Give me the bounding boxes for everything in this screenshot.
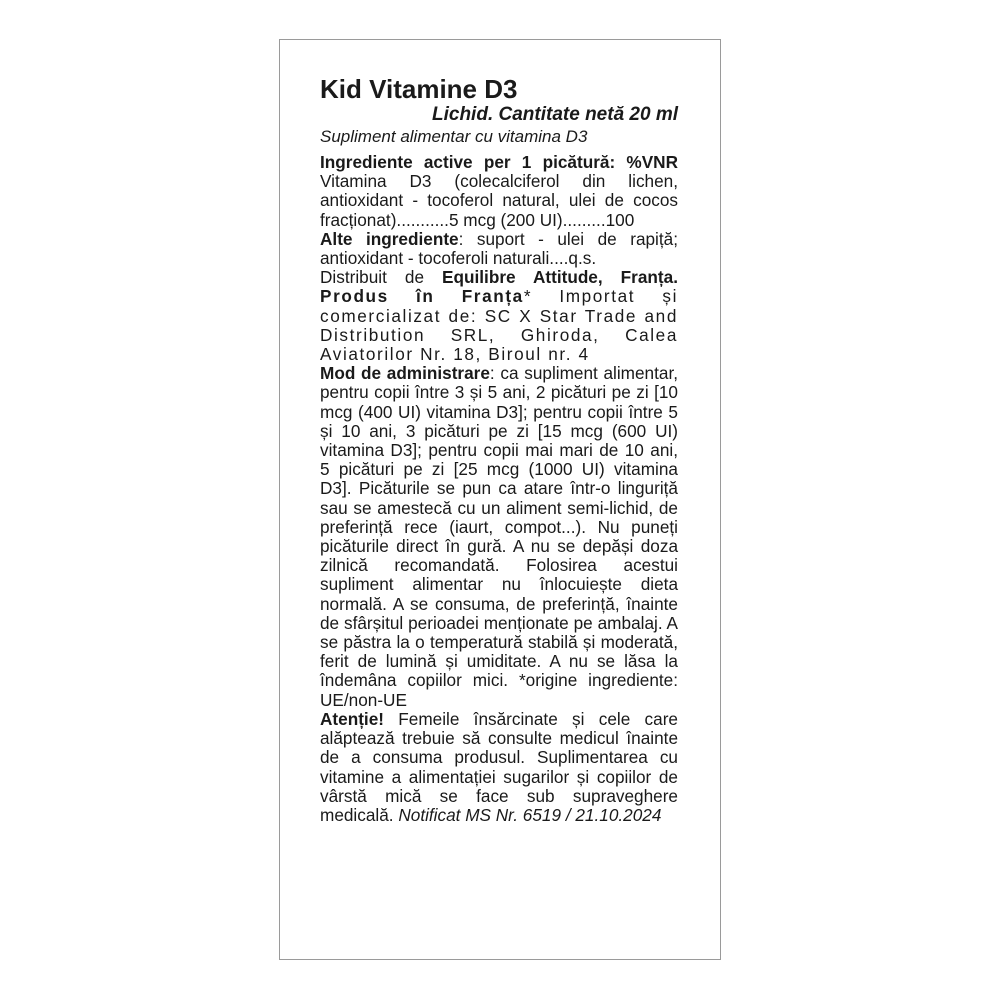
administration-block: [320, 364, 678, 710]
administration-heading: Mod de administrare: [320, 363, 490, 384]
warning-heading: Atenție!: [320, 708, 384, 729]
product-tagline: Supliment alimentar cu vitamina D3: [320, 127, 588, 146]
other-ingredients-text: : suport - ulei de rapiță; antioxidant - tocoferoli naturali....q.s.: [320, 228, 678, 269]
form-quantity: Lichid. Cantitate netă 20 ml: [432, 104, 678, 125]
importer-text: * Importat și comercializat de: SC X Star Trade and Distribution SRL, Ghiroda, Calea Aviatorilor Nr. 18, Biroul nr. 4: [320, 286, 678, 365]
distributor-name: Equilibre Attitude, Franța.: [442, 267, 678, 288]
active-ingredients-heading: Ingrediente active per 1 picătură: %VNR: [320, 152, 678, 172]
distributor-prefix: Distribuit de: [320, 267, 443, 288]
product-name: Kid Vitamine D3: [320, 74, 518, 104]
other-ingredients-block: [320, 230, 678, 268]
product-label: [279, 39, 721, 960]
active-ingredients-block: [320, 153, 678, 230]
made-in: Produs în Franța: [320, 286, 524, 307]
other-ingredients-heading: Alte ingrediente: [320, 228, 459, 249]
warning-block: [320, 710, 678, 825]
warning-text: Femeile însărcinate și cele care alăptează trebuie să consulte medicul înainte de a consuma produsul. Suplimentarea cu vitamine a alimentației sugarilor și copiilor de vârstă mică se face sub supraveghere medicală.: [320, 708, 678, 825]
label-content: [320, 74, 678, 825]
notification-number: Notificat MS Nr. 6519 / 21.10.2024: [398, 804, 662, 825]
label-body: [320, 153, 678, 825]
active-ingredients-text: Vitamina D3 (colecalciferol din lichen, antioxidant - tocoferol natural, ulei de cocos fracționat)...........5 mcg (200 UI).........100: [320, 171, 678, 230]
administration-text: : ca supliment alimentar, pentru copii între 3 și 5 ani, 2 picături pe zi [10 mcg (400 UI) vitamina D3]; pentru copii între 5 și 10 ani, 3 picături pe zi [15 mcg (600 UI) vitamina D3]; pentru copii mai mari de 10 ani, 5 picături pe zi [25 mcg (1000 UI) vitamina D3]. Picăturile se pun ca atare într-o linguriță sau se amestecă cu un aliment semi-lichid, de preferință rece (iaurt, compot...). Nu puneți picăturile direct în gură. A nu se depăși doza zilnică recomandată. Folosirea acestui supliment alimentar nu înlocuiește dieta normală. A se consuma, de preferință, înainte de sfârșitul perioadei menționate pe ambalaj. A se păstra la o temperatură stabilă și moderată, ferit de lumină și umiditate. A nu se lăsa la îndemâna copiilor mici. *origine ingrediente: UE/non-UE: [320, 363, 678, 710]
distribution-block: [320, 268, 678, 364]
